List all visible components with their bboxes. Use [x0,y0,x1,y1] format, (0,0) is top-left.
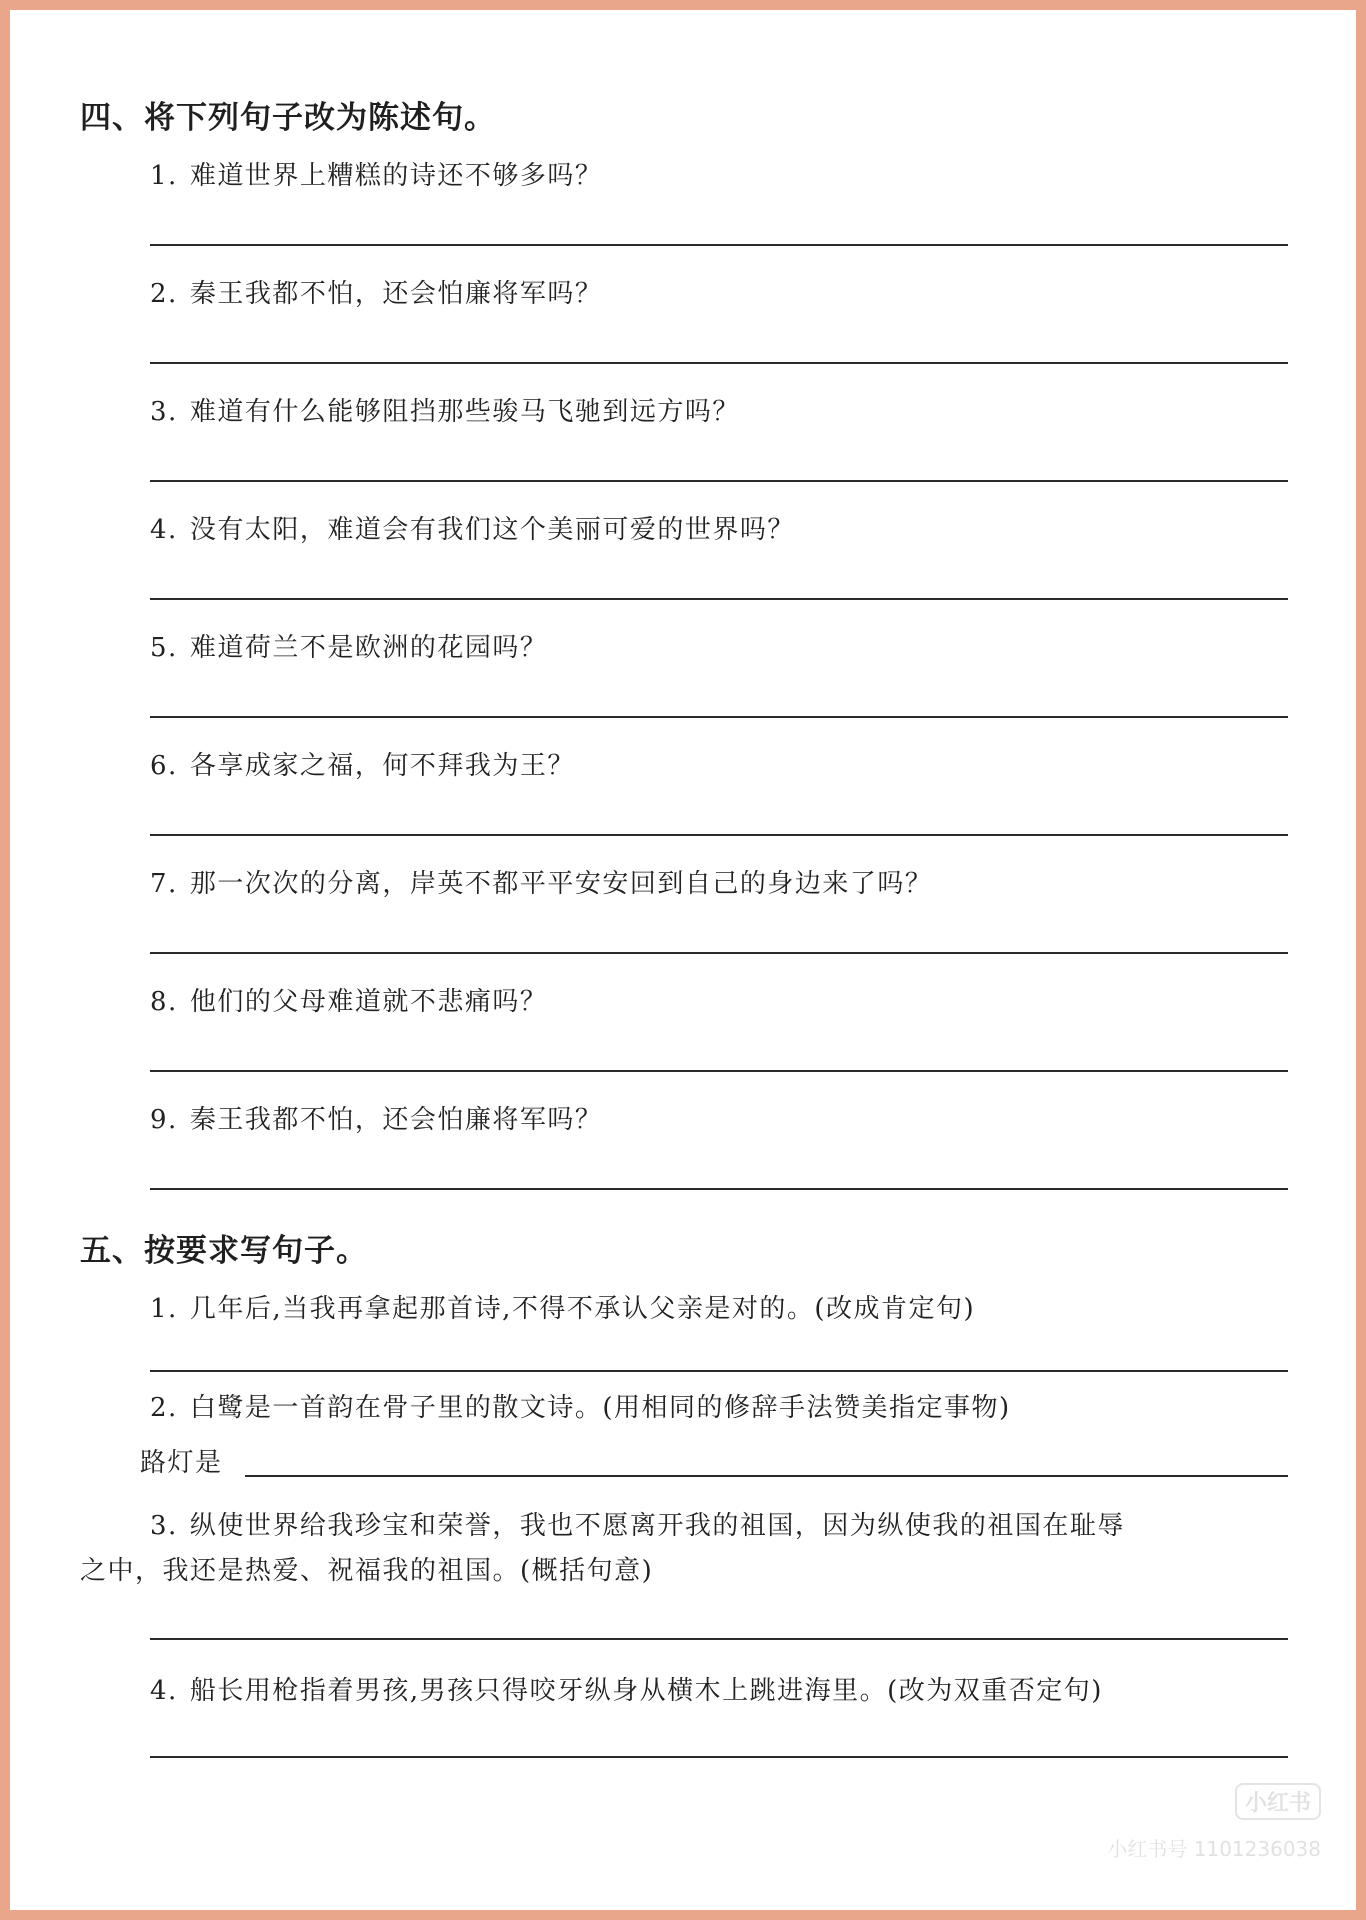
question-number: 7. [150,869,178,899]
answer-line-4-1[interactable] [150,244,1288,246]
answer-line-5-1[interactable] [150,1370,1288,1372]
question-4-3 [150,391,740,428]
answer-line-4-2[interactable] [150,362,1288,364]
question-5-3-continuation: 之中，我还是热爱、祝福我的祖国。(概括句意) [80,1556,654,1586]
question-number: 5. [150,633,178,663]
question-text: 难道有什么能够阻挡那些骏马飞驰到远方吗？ [189,397,740,427]
question-number: 6. [150,751,178,781]
answer-line-4-5[interactable] [150,716,1288,718]
question-4-8 [150,981,547,1018]
question-4-9 [150,1099,602,1136]
question-5-1 [150,1288,975,1325]
question-number: 1. [150,161,178,191]
question-text: 那一次次的分离，岸英不都平平安安回到自己的身边来了吗？ [189,869,933,899]
answer-line-4-3[interactable] [150,480,1288,482]
question-text: 纵使世界给我珍宝和荣誉，我也不愿离开我的祖国，因为纵使我的祖国在耻辱 [189,1511,1125,1541]
question-number: 9. [150,1105,178,1135]
question-text: 他们的父母难道就不悲痛吗？ [189,987,548,1017]
question-number: 2. [150,1393,178,1423]
answer-prefix-lamp: 路灯是 [140,1448,223,1478]
answer-line-4-8[interactable] [150,1070,1288,1072]
question-number: 3. [150,1511,178,1541]
question-number: 4. [150,515,178,545]
question-5-3 [150,1505,1125,1542]
question-4-1 [150,155,602,192]
question-number: 4. [150,1676,178,1706]
answer-line-5-3[interactable] [150,1638,1288,1640]
question-number: 8. [150,987,178,1017]
question-text: 难道世界上糟糕的诗还不够多吗？ [189,161,603,191]
question-4-2 [150,273,602,310]
question-text: 秦王我都不怕，还会怕廉将军吗？ [189,1105,603,1135]
question-number: 1. [150,1294,178,1324]
question-number: 3. [150,397,178,427]
section-4-title: 四、将下列句子改为陈述句。 [80,100,496,136]
question-text: 秦王我都不怕，还会怕廉将军吗？ [189,279,603,309]
question-4-6 [150,745,575,782]
answer-line-4-6[interactable] [150,834,1288,836]
question-5-2 [150,1387,1011,1424]
question-text: 各享成家之福，何不拜我为王？ [189,751,575,781]
section-5-title: 五、按要求写句子。 [80,1233,368,1269]
question-4-4 [150,509,795,546]
question-text: 白鹭是一首韵在骨子里的散文诗。(用相同的修辞手法赞美指定事物) [189,1393,1011,1423]
question-text: 没有太阳，难道会有我们这个美丽可爱的世界吗？ [189,515,795,545]
question-number: 2. [150,279,178,309]
question-text: 几年后,当我再拿起那首诗,不得不承认父亲是对的。(改成肯定句) [189,1294,976,1324]
question-4-5 [150,627,547,664]
answer-line-4-4[interactable] [150,598,1288,600]
answer-line-5-2[interactable] [245,1475,1288,1477]
answer-line-5-4[interactable] [150,1756,1288,1758]
question-text: 船长用枪指着男孩,男孩只得咬牙纵身从横木上跳进海里。(改为双重否定句) [189,1676,1103,1706]
question-text: 难道荷兰不是欧洲的花园吗？ [189,633,548,663]
watermark-id: 小红书号 1101236038 [1107,1837,1321,1861]
question-5-4 [150,1670,1103,1707]
answer-line-4-9[interactable] [150,1188,1288,1190]
watermark-logo: 小红书 [1235,1783,1321,1820]
question-4-7 [150,863,932,900]
answer-line-4-7[interactable] [150,952,1288,954]
